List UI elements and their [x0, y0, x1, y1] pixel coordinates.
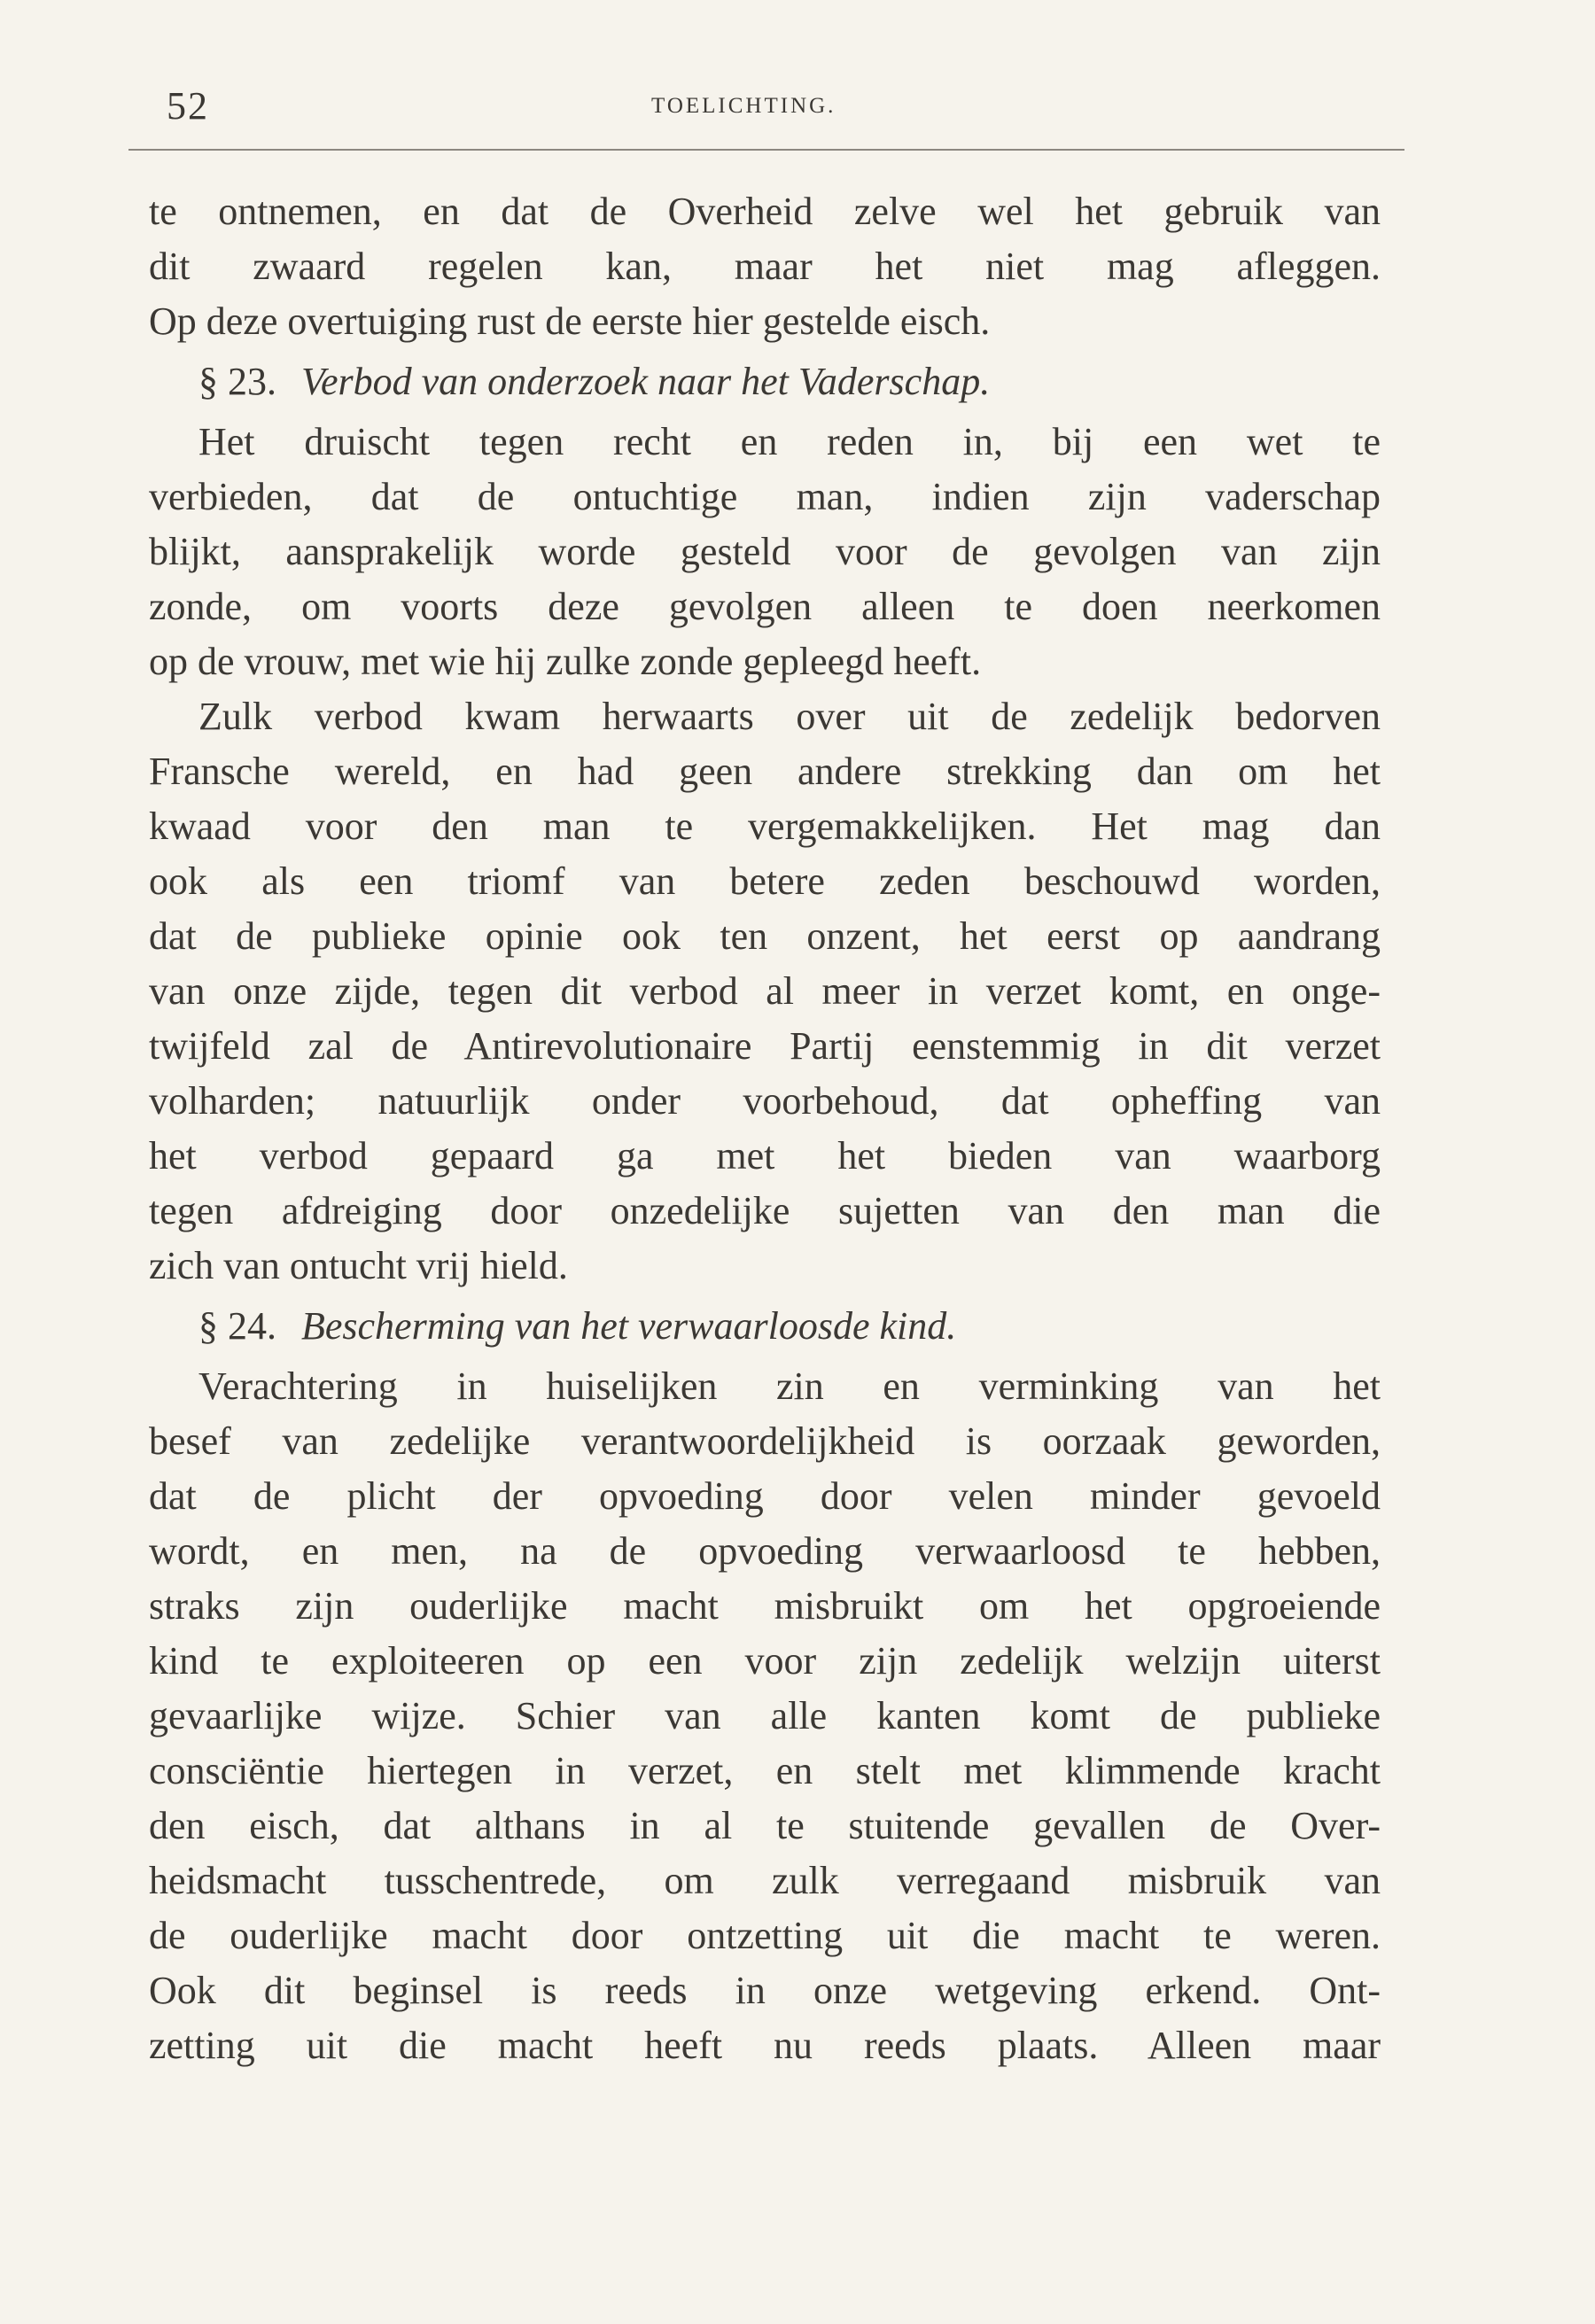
- page-number: 52: [167, 84, 209, 128]
- body-text: [149, 184, 1381, 2073]
- header-rule: [128, 149, 1404, 151]
- text-line: ook als een triomf van betere zeden beschouwd worden,: [149, 859, 1381, 903]
- text-line: besef van zedelijke verantwoordelijkheid is oorzaak geworden,: [149, 1419, 1381, 1463]
- text-line: dit zwaard regelen kan, maar het niet mag afleggen.: [149, 245, 1381, 288]
- text-line: den eisch, dat althans in al te stuitende gevallen de Over-: [149, 1804, 1381, 1847]
- section-number: § 24.: [198, 1304, 276, 1348]
- section-heading-24: [149, 1294, 1381, 1359]
- paragraph: [149, 415, 1381, 689]
- paragraph: [149, 689, 1381, 1294]
- text-line: zich van ontucht vrij hield.: [149, 1244, 568, 1287]
- paragraph: [149, 184, 1381, 349]
- text-line: verbieden, dat de ontuchtige man, indien zijn vaderschap: [149, 475, 1381, 518]
- text-line: zetting uit die macht heeft nu reeds plaats. Alleen maar: [149, 2024, 1381, 2067]
- section-title: Verbod van onderzoek naar het Vaderschap.: [301, 360, 991, 403]
- section-heading-23: [149, 349, 1381, 415]
- section-number: § 23.: [198, 360, 276, 403]
- text-line: heidsmacht tusschentrede, om zulk verregaand misbruik van: [149, 1859, 1381, 1902]
- running-head: TOELICHTING.: [651, 94, 836, 118]
- text-line: gevaarlijke wijze. Schier van alle kanten komt de publieke: [149, 1694, 1381, 1737]
- text-line: wordt, en men, na de opvoeding verwaarloosd te hebben,: [149, 1529, 1381, 1573]
- section-title: Bescherming van het verwaarloosde kind.: [301, 1304, 957, 1348]
- text-line: Het druischt tegen recht en reden in, bij een wet te: [198, 420, 1381, 463]
- text-line: het verbod gepaard ga met het bieden van waarborg: [149, 1134, 1381, 1178]
- text-line: tegen afdreiging door onzedelijke sujetten van den man die: [149, 1189, 1381, 1232]
- text-line: te ontnemen, en dat de Overheid zelve wel het gebruik van: [149, 190, 1381, 233]
- text-line: Fransche wereld, en had geen andere strekking dan om het: [149, 750, 1381, 793]
- text-line: kind te exploiteeren op een voor zijn zedelijk welzijn uiterst: [149, 1639, 1381, 1683]
- text-line: volharden; natuurlijk onder voorbehoud, dat opheffing van: [149, 1079, 1381, 1123]
- text-line: Op deze overtuiging rust de eerste hier gestelde eisch.: [149, 299, 991, 343]
- text-line: twijfeld zal de Antirevolutionaire Partij eenstemmig in dit verzet: [149, 1024, 1381, 1068]
- text-line: consciëntie hiertegen in verzet, en stelt met klimmende kracht: [149, 1749, 1381, 1792]
- text-line: de ouderlijke macht door ontzetting uit die macht te weren.: [149, 1914, 1381, 1957]
- text-line: Verachtering in huiselijken zin en verminking van het: [198, 1364, 1381, 1408]
- text-line: kwaad voor den man te vergemakkelijken. Het mag dan: [149, 804, 1381, 848]
- text-line: dat de plicht der opvoeding door velen minder gevoeld: [149, 1474, 1381, 1518]
- page-header: [128, 78, 1404, 149]
- text-line: zonde, om voorts deze gevolgen alleen te doen neerkomen: [149, 585, 1381, 628]
- paragraph: [149, 1359, 1381, 2073]
- text-line: op de vrouw, met wie hij zulke zonde gepleegd heeft.: [149, 640, 982, 683]
- text-line: van onze zijde, tegen dit verbod al meer in verzet komt, en onge-: [149, 969, 1381, 1013]
- text-line: straks zijn ouderlijke macht misbruikt om het opgroeiende: [149, 1584, 1381, 1628]
- text-line: blijkt, aansprakelijk worde gesteld voor de gevolgen van zijn: [149, 530, 1381, 573]
- text-line: Zulk verbod kwam herwaarts over uit de zedelijk bedorven: [198, 695, 1381, 738]
- text-line: Ook dit beginsel is reeds in onze wetgeving erkend. Ont-: [149, 1969, 1381, 2012]
- text-line: dat de publieke opinie ook ten onzent, het eerst op aandrang: [149, 914, 1381, 958]
